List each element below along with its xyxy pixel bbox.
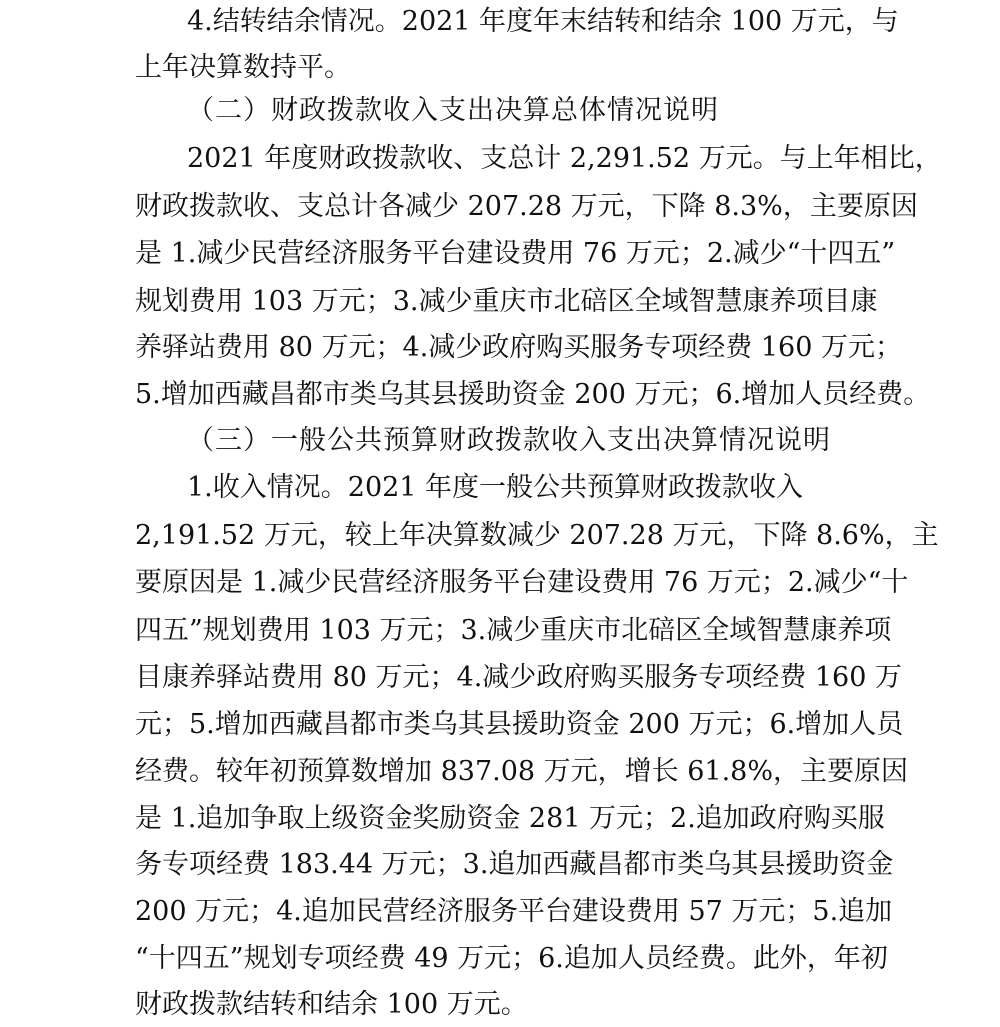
text-line-15: 目康养驿站费用 80 万元；4.减少政府购买服务专项经费 160 万 [135, 662, 902, 693]
text-line-21: “十四五”规划专项经费 49 万元；6.追加人员经费。此外，年初 [135, 943, 888, 974]
text-line-11: 1.收入情况。2021 年度一般公共预算财政拨款收入 [187, 472, 804, 503]
section-heading-2: （二）财政拨款收入支出决算总体情况说明 [187, 95, 719, 126]
text-line-1: 4.结转结余情况。2021 年度年末结转和结余 100 万元，与 [187, 6, 899, 37]
text-line-12: 2,191.52 万元，较上年决算数减少 207.28 万元，下降 8.6%，主 [135, 520, 939, 551]
text-line-14: 四五”规划费用 103 万元；3.减少重庆市北碚区全域智慧康养项 [135, 615, 892, 646]
text-line-17: 经费。较年初预算数增加 837.08 万元，增长 61.8%，主要原因 [135, 756, 908, 787]
text-line-9: 5.增加西藏昌都市类乌其县援助资金 200 万元；6.增加人员经费。 [135, 379, 931, 410]
text-line-13: 要原因是 1.减少民营经济服务平台建设费用 76 万元；2.减少“十 [135, 567, 909, 598]
text-line-16: 元；5.增加西藏昌都市类乌其县援助资金 200 万元；6.增加人员 [135, 709, 904, 740]
text-line-2: 上年决算数持平。 [135, 52, 351, 83]
text-line-22: 财政拨款结转和结余 100 万元。 [135, 989, 528, 1020]
text-line-8: 养驿站费用 80 万元；4.减少政府购买服务专项经费 160 万元； [135, 332, 902, 363]
text-line-4: 2021 年度财政拨款收、支总计 2,291.52 万元。与上年相比， [187, 143, 942, 174]
text-line-6: 是 1.减少民营经济服务平台建设费用 76 万元；2.减少“十四五” [135, 238, 896, 269]
text-line-7: 规划费用 103 万元；3.减少重庆市北碚区全域智慧康养项目康 [135, 286, 878, 317]
text-line-20: 200 万元；4.追加民营经济服务平台建设费用 57 万元；5.追加 [135, 896, 893, 927]
text-line-19: 务专项经费 183.44 万元；3.追加西藏昌都市类乌其县援助资金 [135, 849, 894, 880]
text-line-18: 是 1.追加争取上级资金奖励资金 281 万元；2.追加政府购买服 [135, 803, 885, 834]
section-heading-3: （三）一般公共预算财政拨款收入支出决算情况说明 [187, 425, 831, 456]
text-line-5: 财政拨款收、支总计各减少 207.28 万元，下降 8.3%，主要原因 [135, 191, 918, 222]
